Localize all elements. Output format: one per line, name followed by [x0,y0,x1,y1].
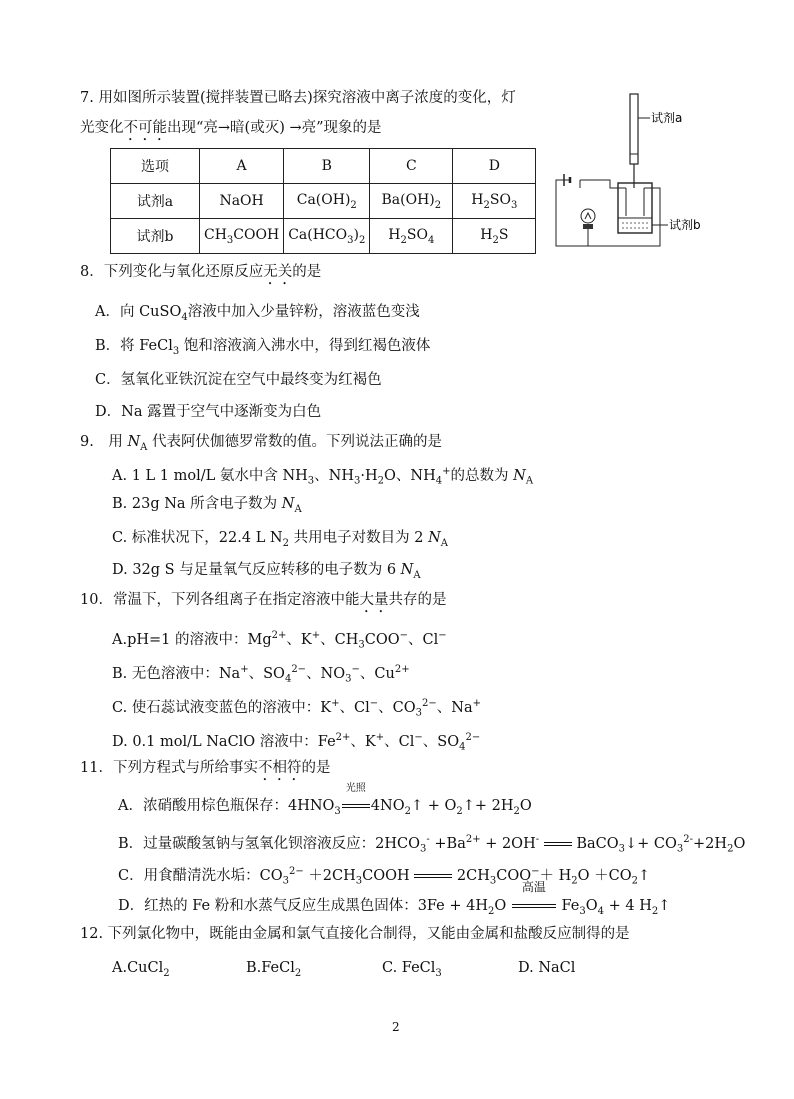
q9-option-b: B. 23g Na 所含电子数为 $N_A$ [112,496,302,515]
table-header-cell: D [453,149,536,184]
q8-option-c: C．氢氧化亚铁沉淀在空气中最终变为红褐色 [95,372,382,388]
q12-option-c: C. FeCl$_3$ [382,960,442,979]
q12-stem: 12. 下列氯化物中，既能由金属和氯气直接化合制得，又能由金属和盐酸反应制得的是 [80,926,630,942]
q10-stem: 10．常温下，下列各组离子在指定溶液中能大量共存的是 [80,592,447,608]
q11-option-b: B．过量碳酸氢钠与氢氧化钡溶液反应：$2HCO_3^- +Ba^{2+} + 2OH^-$ BaCO$_3$↓+ $CO_3^{2-}+2H_2O$ [118,834,746,855]
table-cell: $H_2S$ [453,219,536,254]
apparatus-figure [550,88,720,253]
q8-option-b: B．将 FeCl$_3$ 饱和溶液滴入沸水中，得到红褐色液体 [95,338,431,357]
table-header-cell: A [200,149,284,184]
table-row [111,149,536,184]
table-header-cell: B [284,149,370,184]
q11-option-d: D．红热的 Fe 粉和水蒸气反应生成黑色固体：$3Fe + 4H_2O$ 高温 $Fe_3O_4 + 4$ $H_2↑$ [118,880,671,917]
q7-line1: 7. 用如图所示装置(搅拌装置已略去)探究溶液中离子浓度的变化，灯 [80,90,516,106]
q9-stem: 9. 用 $N_A$ 代表阿伏伽德罗常数的值。下列说法正确的是 [80,434,442,453]
table-row [111,184,536,219]
table-cell: $Ca(OH)_2$ [284,184,370,219]
q8-stem: 8．下列变化与氧化还原反应无关的是 [80,264,322,280]
figure-label-a: 试剂a [651,111,683,125]
table-row-label: 试剂a [111,184,200,219]
table-cell: $CH_3COOH$ [200,219,284,254]
q10-option-c: C. 使石蕊试液变蓝色的溶液中：K+、Cl−、$CO_3^{2-}$、Na+ [112,698,481,719]
q10-option-a: A.pH=1 的溶液中：$Mg^{2+}$、K+、$CH_3COO^-$、Cl− [112,630,447,651]
q10-option-d: D. 0.1 mol/L NaClO 溶液中：$Fe^{2+}$、K+、Cl−、$SO_4^{2-}$ [112,732,481,753]
q8-option-a: A．向 CuSO$_4$溶液中加入少量锌粉，溶液蓝色变浅 [95,304,420,323]
page-number: 2 [392,1020,400,1034]
q11-stem: 11．下列方程式与所给事实不相符的是 [80,760,331,776]
q8-option-d: D．Na 露置于空气中逐渐变为白色 [95,404,322,420]
q9-option-a: A. 1 L 1 mol/L 氨水中含 $NH_3$、$NH_3\cdot H_2O$、$NH_4^+$的总数为 $N_A$ [112,466,534,487]
q11-option-c: C．用食醋清洗水垢：$CO_3^{2-}$ $+2CH_3COOH$ $2CH_3COO^-+ H_2O$ $+CO_2↑$ [118,866,651,887]
table-cell: $Ba(OH)_2$ [370,184,453,219]
table-cell: NaOH [200,184,284,219]
table-row-label: 试剂b [111,219,200,254]
q7-options-table [110,148,536,254]
table-header-cell: 选项 [111,149,200,184]
q11-option-a: A．浓硝酸用棕色瓶保存：$4HNO_3$ 光照 $4NO_2↑$ + $O_2↑+ 2H_2O$ [118,783,532,817]
table-cell: $H_2SO_4$ [370,219,453,254]
q12-option-d: D. NaCl [518,960,576,976]
condition-light: 光照 [345,783,366,794]
q12-option-b: B.FeCl$_2$ [246,960,302,979]
q12-option-a: A.CuCl$_2$ [112,960,170,979]
figure-label-b: 试剂b [669,218,701,232]
q10-option-b: B. 无色溶液中：Na+、$SO_4^{2-}$、$NO_3^-$、$Cu^{2+}$ [112,664,410,685]
table-cell: $H_2SO_3$ [453,184,536,219]
q9-option-c: C. 标准状况下，22.4 L $N_2$ 共用电子对数目为 2 $N_A$ [112,530,448,549]
table-row [111,219,536,254]
table-header-cell: C [370,149,453,184]
condition-high-temp: 高温 [521,880,546,894]
table-cell: $Ca(HCO_3)_2$ [284,219,370,254]
q7-line2: 光变化不可能出现“亮→暗(或灭) →亮”现象的是 [80,120,382,136]
q9-option-d: D. 32g S 与足量氧气反应转移的电子数为 6 $N_A$ [112,562,421,581]
